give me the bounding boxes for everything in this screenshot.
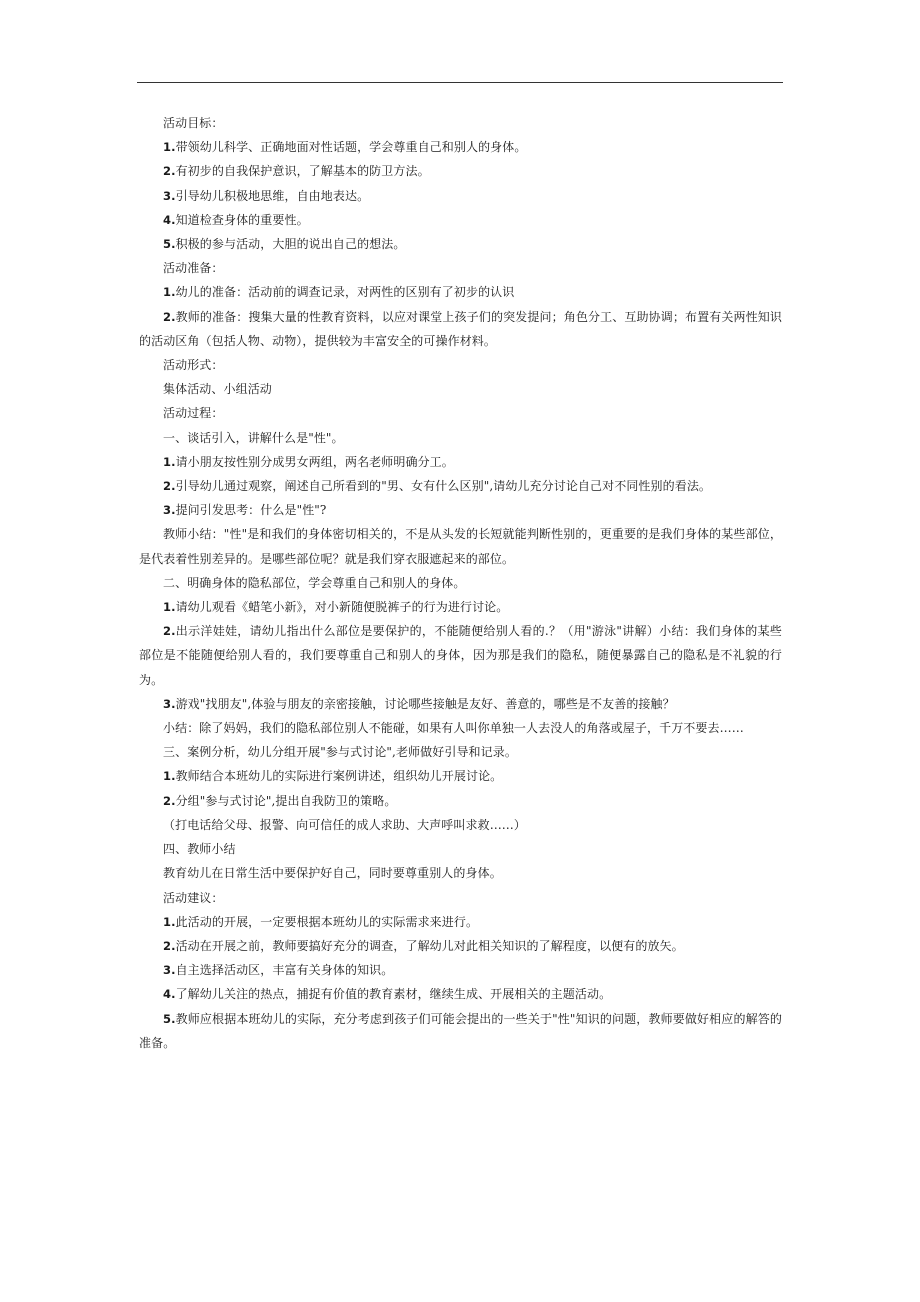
paragraph-text: （打电话给父母、报警、向可信任的成人求助、大声呼叫求救……） <box>163 817 527 832</box>
paragraph-text: 活动目标： <box>163 116 224 130</box>
paragraph-text: 此活动的开展，一定要根据本班幼儿的实际需求来进行。 <box>175 914 479 929</box>
paragraph-text: 提问引发思考：什么是"性"? <box>175 503 327 518</box>
document-paragraph <box>139 184 782 208</box>
document-paragraph <box>139 450 782 474</box>
document-paragraph <box>139 426 782 450</box>
list-number: 2. <box>163 479 176 494</box>
document-paragraph <box>139 305 782 353</box>
document-paragraph <box>139 498 782 522</box>
document-paragraph <box>139 111 782 135</box>
list-number: 1. <box>163 914 176 929</box>
list-number: 2. <box>163 309 176 324</box>
document-paragraph <box>139 764 782 788</box>
document-paragraph <box>139 1007 782 1055</box>
paragraph-text: 带领幼儿科学、正确地面对性话题，学会尊重自己和别人的身体。 <box>175 140 527 155</box>
paragraph-text: 游戏"找朋友",体验与朋友的亲密接触，讨论哪些接触是友好、善意的，哪些是不友善的接触？ <box>175 696 675 711</box>
list-number: 1. <box>163 285 176 300</box>
document-paragraph <box>139 401 782 425</box>
list-number: 1. <box>163 140 176 155</box>
list-number: 4. <box>163 987 176 1002</box>
paragraph-text: 教师应根据本班幼儿的实际，充分考虑到孩子们可能会提出的一些关于"性"知识的问题，教师要做好相应的解答的准备。 <box>139 1011 782 1050</box>
document-paragraph <box>139 256 782 280</box>
paragraph-text: 活动准备： <box>163 261 224 276</box>
list-number: 3. <box>163 963 176 978</box>
document-paragraph <box>139 958 782 982</box>
document-paragraph <box>139 208 782 232</box>
paragraph-text: 知道检查身体的重要性。 <box>175 212 309 227</box>
list-number: 3. <box>163 188 176 203</box>
paragraph-text: 教师结合本班幼儿的实际进行案例讲述，组织幼儿开展讨论。 <box>175 769 503 784</box>
list-number: 2. <box>163 938 176 953</box>
document-paragraph <box>139 934 782 958</box>
document-body <box>139 111 782 1055</box>
document-paragraph <box>139 789 782 813</box>
paragraph-text: 活动形式： <box>163 358 224 373</box>
list-number: 2. <box>163 164 176 179</box>
document-paragraph <box>139 595 782 619</box>
document-paragraph <box>139 692 782 716</box>
paragraph-text: 教育幼儿在日常生活中要保护好自己，同时要尊重别人的身体。 <box>163 866 502 881</box>
document-paragraph <box>139 886 782 910</box>
paragraph-text: 引导幼儿通过观察，阐述自己所看到的"男、女有什么区别",请幼儿充分讨论自己对不同性别的看法。 <box>175 479 712 494</box>
list-number: 1. <box>163 454 176 469</box>
paragraph-text: 二、明确身体的隐私部位，学会尊重自己和别人的身体。 <box>163 575 466 590</box>
document-paragraph <box>139 159 782 183</box>
paragraph-text: 幼儿的准备：活动前的调查记录，对两性的区别有了初步的认识 <box>175 285 515 300</box>
document-paragraph <box>139 522 782 570</box>
paragraph-text: 教师的准备：搜集大量的性教育资料，以应对课堂上孩子们的突发提问；角色分工、互助协调；布置有关两性知识的活动区角（包括人物、动物），提供较为丰富安全的可操作材料。 <box>139 309 782 348</box>
document-paragraph <box>139 135 782 159</box>
paragraph-text: 请小朋友按性别分成男女两组，两名老师明确分工。 <box>175 454 454 469</box>
paragraph-text: 自主选择活动区，丰富有关身体的知识。 <box>175 963 394 978</box>
paragraph-text: 三、案例分析，幼儿分组开展"参与式讨论",老师做好引导和记录。 <box>163 745 517 760</box>
document-paragraph <box>139 232 782 256</box>
paragraph-text: 小结：除了妈妈，我们的隐私部位别人不能碰，如果有人叫你单独一人去没人的角落或屋子，千万不要去…… <box>163 721 744 736</box>
paragraph-text: 有初步的自我保护意识，了解基本的防卫方法。 <box>175 164 430 179</box>
document-paragraph <box>139 280 782 304</box>
list-number: 2. <box>163 793 176 808</box>
paragraph-text: 积极的参与活动，大胆的说出自己的想法。 <box>175 237 406 252</box>
paragraph-text: 了解幼儿关注的热点，捕捉有价值的教育素材，继续生成、开展相关的主题活动。 <box>175 987 612 1002</box>
paragraph-text: 分组"参与式讨论",提出自我防卫的策略。 <box>175 793 397 808</box>
document-paragraph <box>139 813 782 837</box>
paragraph-text: 请幼儿观看《蜡笔小新》，对小新随便脱裤子的行为进行讨论。 <box>175 600 509 615</box>
list-number: 1. <box>163 769 176 784</box>
list-number: 4. <box>163 212 176 227</box>
paragraph-text: 一、谈话引入，讲解什么是"性"。 <box>163 430 344 445</box>
document-paragraph <box>139 982 782 1006</box>
list-number: 3. <box>163 503 176 518</box>
paragraph-text: 活动在开展之前，教师要搞好充分的调查，了解幼儿对此相关知识的了解程度，以便有的放矢。 <box>175 938 684 953</box>
document-paragraph <box>139 571 782 595</box>
paragraph-text: 教师小结："性"是和我们的身体密切相关的，不是从头发的长短就能判断性别的，更重要的是我们身体的某些部位，是代表着性别差异的。是哪些部位呢？就是我们穿衣服遮起来的部位。 <box>139 527 782 566</box>
paragraph-text: 活动建议： <box>163 890 224 905</box>
list-number: 5. <box>163 1011 176 1026</box>
paragraph-text: 引导幼儿积极地思维，自由地表达。 <box>175 188 370 203</box>
document-paragraph <box>139 861 782 885</box>
document-paragraph <box>139 837 782 861</box>
document-paragraph <box>139 740 782 764</box>
paragraph-text: 出示洋娃娃，请幼儿指出什么部位是要保护的，不能随便给别人看的.？（用"游泳"讲解）小结：我们身体的某些部位是不能随便给别人看的，我们要尊重自己和别人的身体，因为那是我们的隐私，随便暴露自己的隐私是不礼貌的行为。 <box>139 624 782 687</box>
paragraph-text: 四、教师小结 <box>163 842 236 857</box>
list-number: 5. <box>163 237 176 252</box>
paragraph-text: 活动过程： <box>163 406 224 421</box>
document-paragraph <box>139 377 782 401</box>
document-paragraph <box>139 353 782 377</box>
document-paragraph <box>139 910 782 934</box>
list-number: 3. <box>163 696 176 711</box>
document-paragraph <box>139 619 782 692</box>
list-number: 2. <box>163 624 176 639</box>
document-paragraph <box>139 716 782 740</box>
list-number: 1. <box>163 600 176 615</box>
header-rule <box>137 82 783 83</box>
document-paragraph <box>139 474 782 498</box>
paragraph-text: 集体活动、小组活动 <box>163 382 272 397</box>
